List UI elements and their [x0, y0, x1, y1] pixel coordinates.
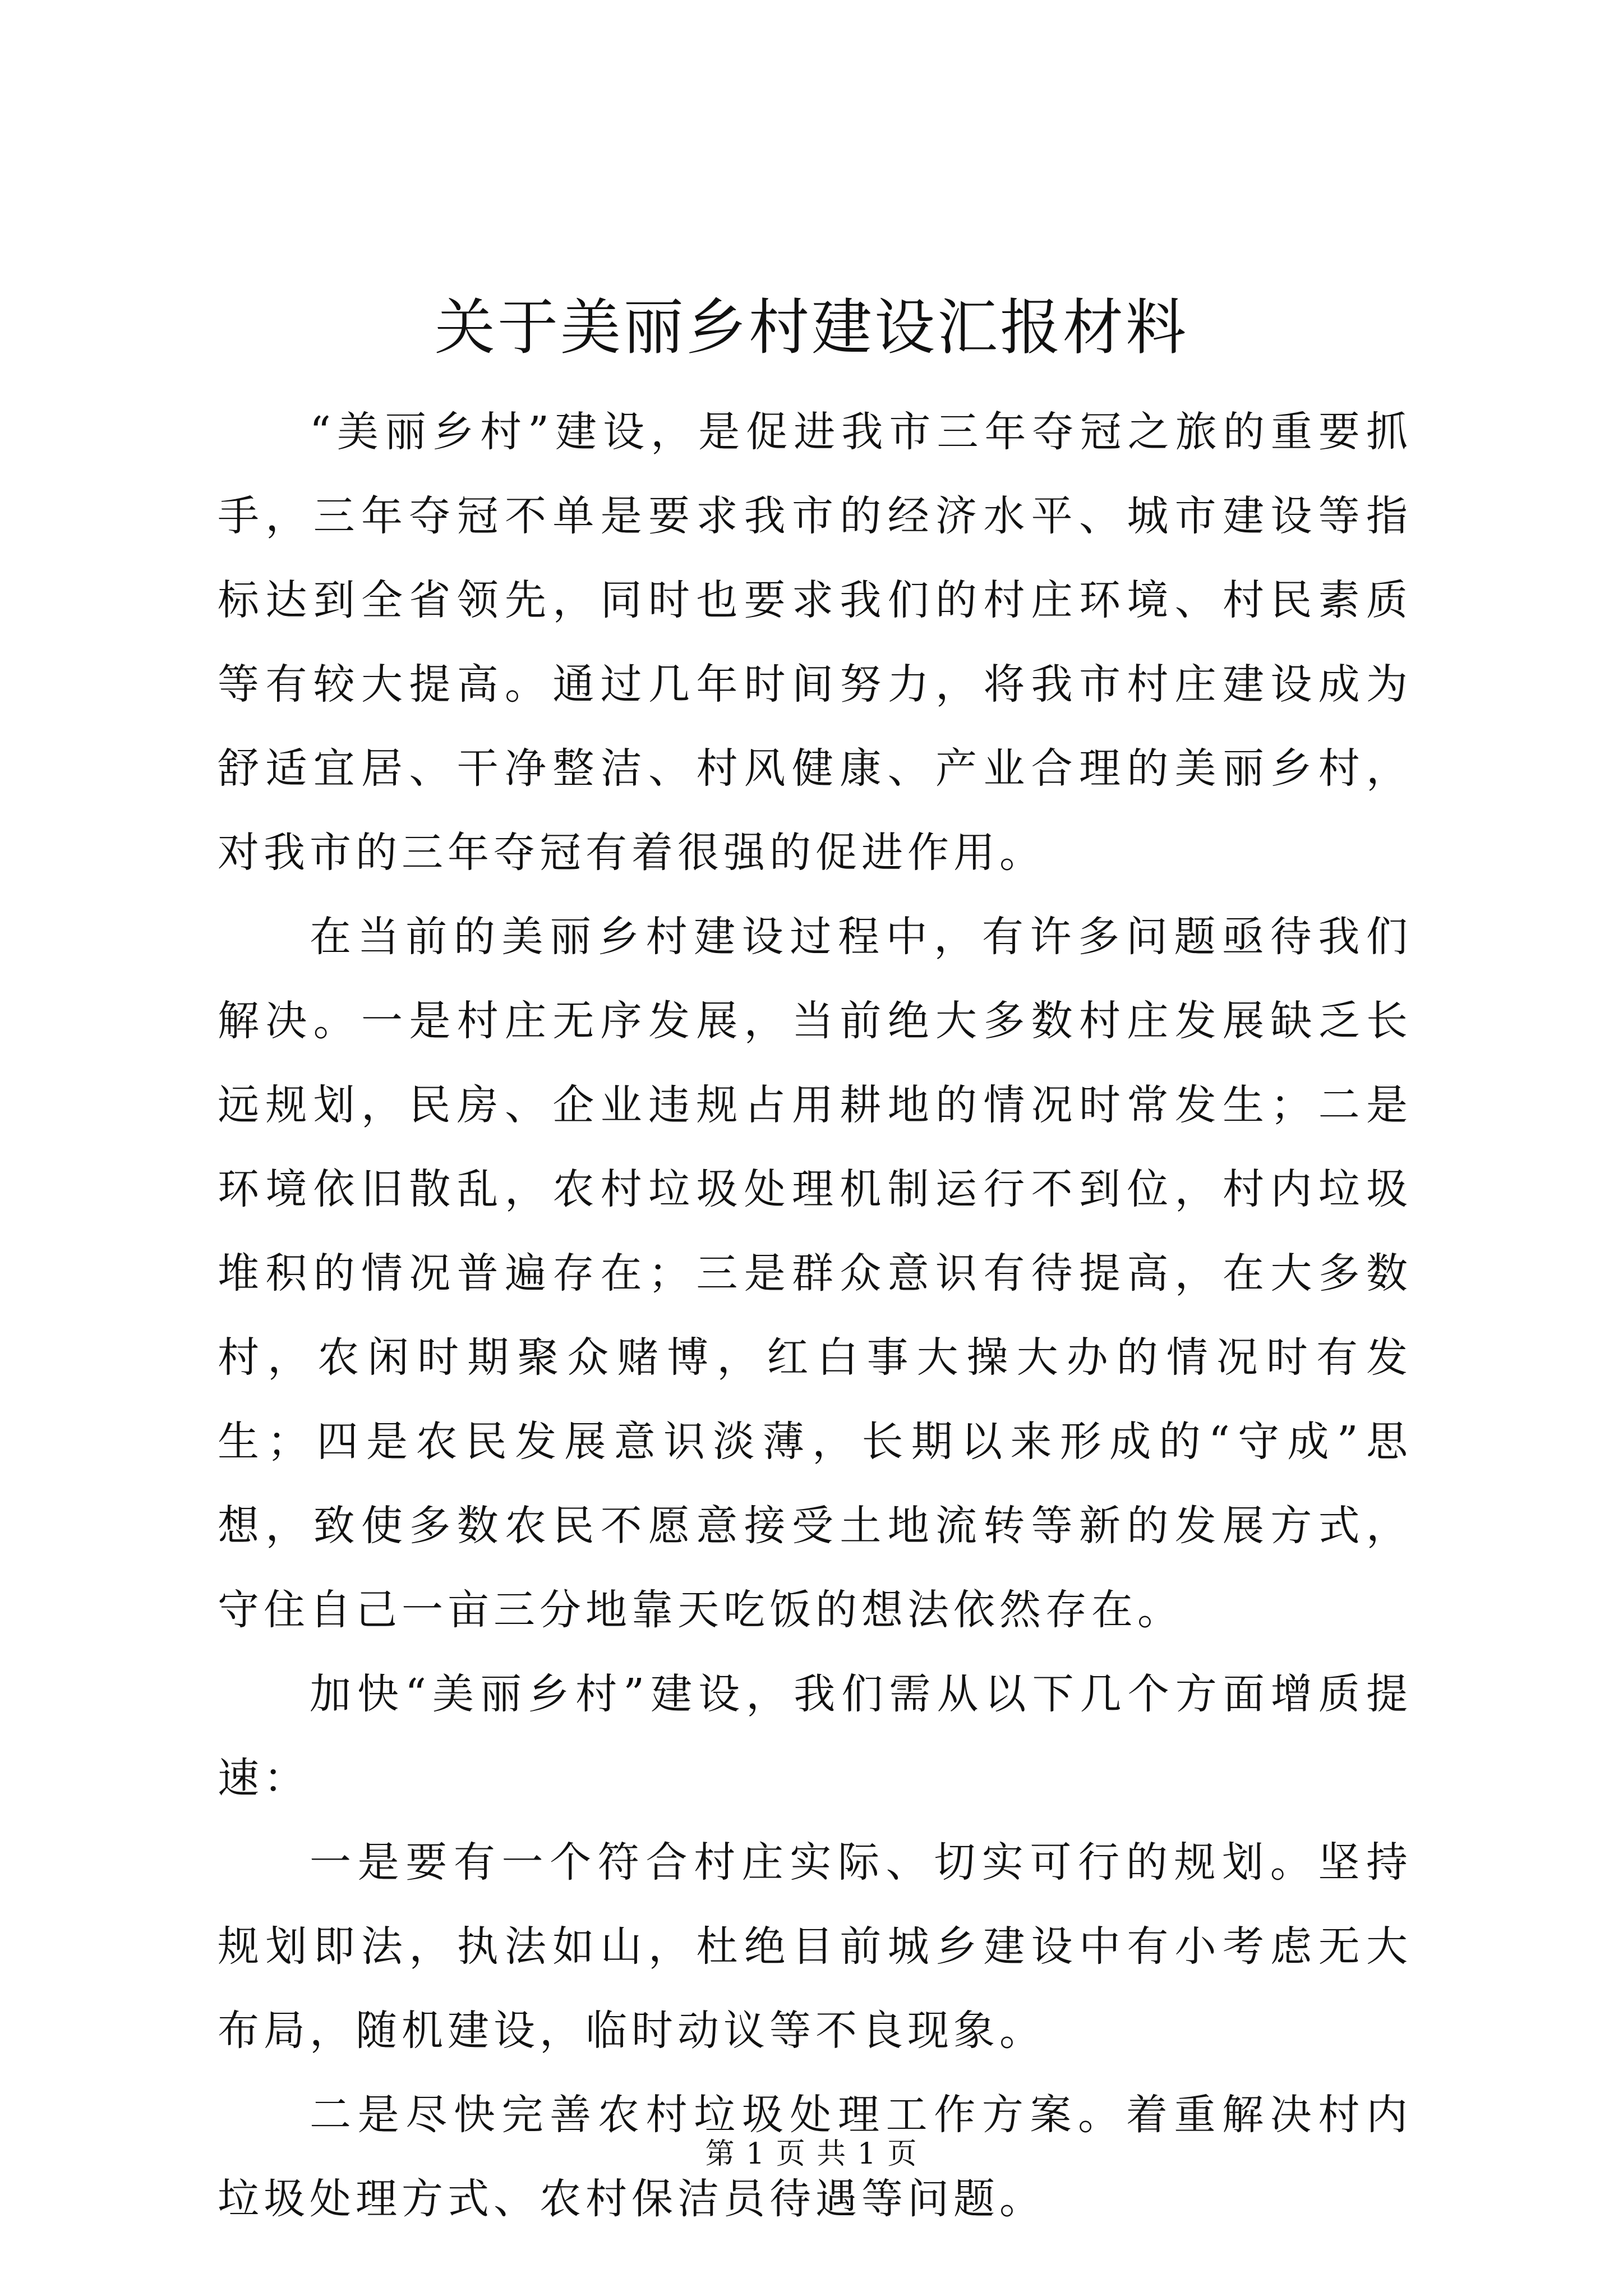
paragraph-measure-planning: 一是要有一个符合村庄实际、切实可行的规划。坚持规划即法，执法如山，杜绝目前城乡建设中有小考虑无大布局，随机建设，临时动议等不良现象。 [218, 1838, 1412, 2055]
page-number-footer: 第 1 页 共 1 页 [705, 2137, 918, 2171]
paragraph-intro: “美丽乡村”建设，是促进我市三年夺冠之旅的重要抓手，三年夺冠不单是要求我市的经济水平、城市建设等指标达到全省领先，同时也要求我们的村庄环境、村民素质等有较大提高。通过几年时间努力，将我市村庄建设成为舒适宜居、干净整洁、村风健康、产业合理的美丽乡村，对我市的三年夺冠有着很强的促进作用。 [218, 408, 1412, 877]
paragraph-measure-garbage: 二是尽快完善农村垃圾处理工作方案。着重解决村内垃圾处理方式、农村保洁员待遇等问题。 [218, 2091, 1412, 2223]
paragraph-problems: 在当前的美丽乡村建设过程中，有许多问题亟待我们解决。一是村庄无序发展，当前绝大多数村庄发展缺乏长远规划，民房、企业违规占用耕地的情况时常发生；二是环境依旧散乱，农村垃圾处理机制运行不到位，村内垃圾堆积的情况普遍存在；三是群众意识有待提高，在大多数村，农闲时期聚众赌博，红白事大操大办的情况时有发生；四是农民发展意识淡薄，长期以来形成的“守成”思想，致使多数农民不愿意接受土地流转等新的发展方式，守住自己一亩三分地靠天吃饭的想法依然存在。 [218, 913, 1412, 1634]
document-body [218, 390, 1412, 2241]
document-title: 关于美丽乡村建设汇报材料 [434, 293, 1188, 363]
paragraph-measures-lead: 加快“美丽乡村”建设，我们需从以下几个方面增质提速： [218, 1670, 1412, 1802]
